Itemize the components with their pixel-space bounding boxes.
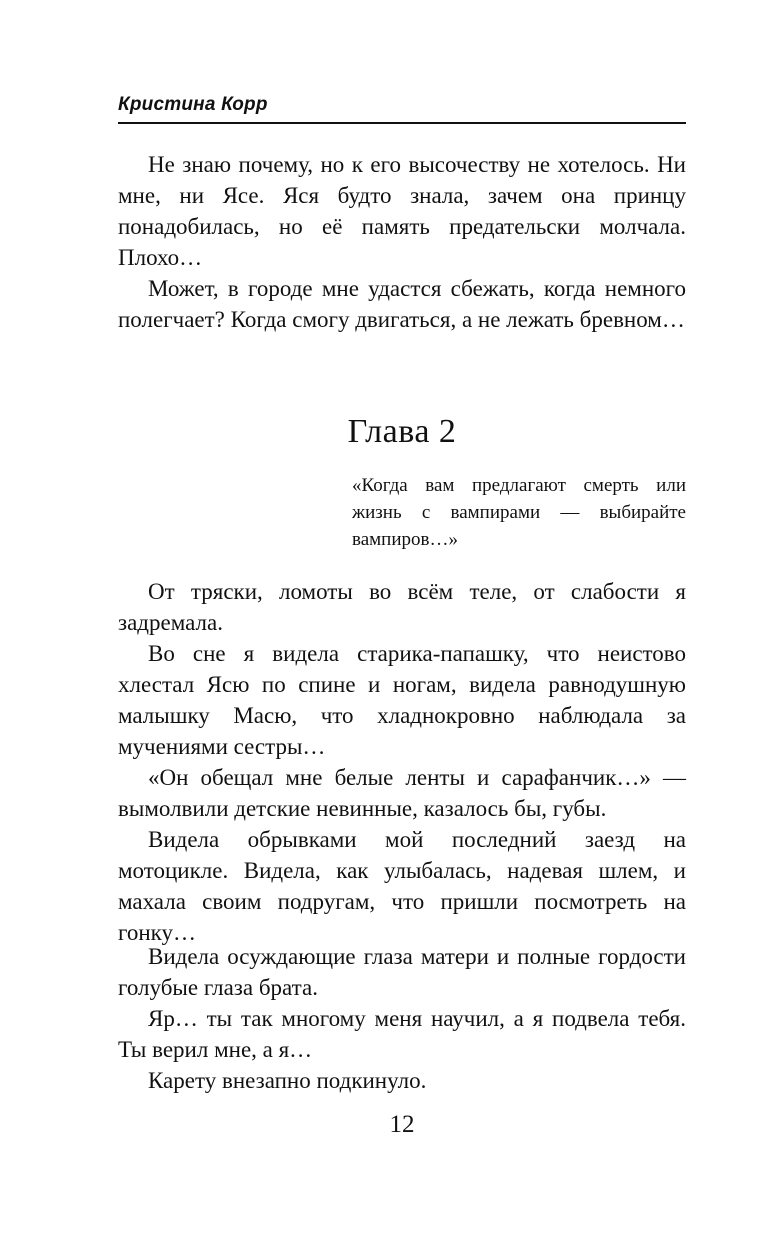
running-head-author: Кристина Корр: [118, 94, 268, 115]
paragraph-9: Карету внезапно подкинуло.: [148, 1068, 427, 1093]
paragraph-1: Не знаю почему, но к его высочеству не хотелось. Ни мне, ни Ясе. Яся будто знала, зачем она принцу понадобилась, но её память предательски молчала. Плохо…: [118, 152, 686, 270]
paragraph-4: Во сне я видела старика-папашку, что неистово хлестал Ясю по спине и ногам, видела равнодушную малышку Масю, что хладнокровно наблюдала за мучениями сестры…: [118, 641, 686, 759]
page-number: 12: [389, 1111, 415, 1138]
paragraph-5: «Он обещал мне белые ленты и сарафанчик…» — вымолвили детские невинные, казалось бы, губы.: [118, 765, 686, 821]
paragraph-3: От тряски, ломоты во всём теле, от слабости я задремала.: [118, 579, 686, 635]
paragraph-2: Может, в городе мне удастся сбежать, когда немного полегчает? Когда смогу двигаться, а не лежать бревном…: [118, 276, 686, 332]
paragraph-7: Видела осуждающие глаза матери и полные гордости голубые глаза брата.: [118, 944, 686, 1000]
book-page: [118, 0, 686, 1240]
paragraph-6: Видела обрывками мой последний заезд на мотоцикле. Видела, как улыбалась, надевая шлем, и махала своим подругам, что пришли посмотреть на гонку…: [118, 827, 686, 945]
header-rule: [118, 122, 686, 124]
paragraph-8: Яр… ты так многому меня научил, а я подвела тебя. Ты верил мне, а я…: [118, 1006, 686, 1062]
chapter-title: Глава 2: [347, 413, 457, 450]
chapter-epigraph: «Когда вам предлагают смерть или жизнь с вампирами — выбирайте вампиров…»: [352, 475, 686, 550]
